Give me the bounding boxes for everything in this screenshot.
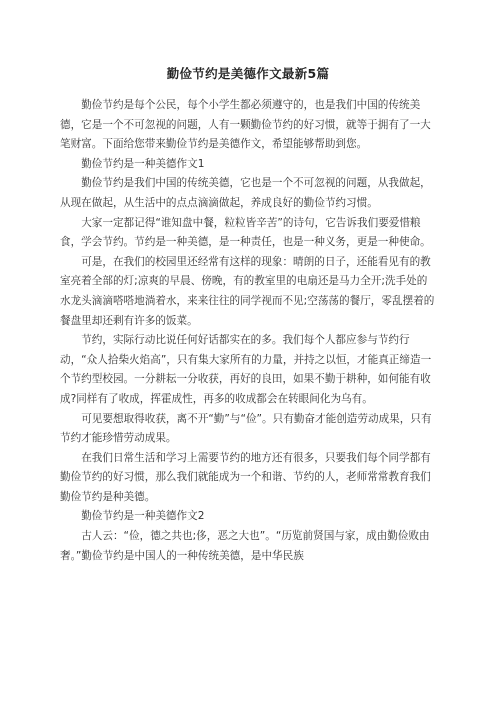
section-heading-2: 勤俭节约是一种美德作文2 <box>81 510 205 523</box>
paragraph: 勤俭节约是我们中国的传统美德，它也是一个不可忽视的问题，从我做起，从现在做起，从生活中的点点滴滴做起，养成良好的勤俭节约习惯。 <box>60 177 431 209</box>
section-heading-1: 勤俭节约是一种美德作文1 <box>81 157 205 170</box>
intro-paragraph: 勤俭节约是每个公民，每个小学生都必须遵守的，也是我们中国的传统美德，它是一个不可忽视的问题，人有一颗勤俭节约的好习惯，就等于拥有了一大笔财富。下面给您带来勤俭节约是美德作文，希望能够帮助到您。 <box>60 99 431 151</box>
paragraph: 古人云：“俭，德之共也;侈，恶之大也”。“历览前贤国与家，成由勤俭败由奢。”勤俭节约是中国人的一种传统美德，是中华民族 <box>60 530 430 562</box>
paragraph: 节约，实际行动比说任何好话都实在的多。我们每个人都应参与节约行动，“众人拾柴火焰高”，只有集大家所有的力量，并持之以恒，才能真正缔造一个节约型校园。一分耕耘一分收获，再好的良田，如果不勤于耕种，如何能有收成?同样有了收成，挥霍成性，再多的收成都会在转眼间化为乌有。 <box>60 334 432 405</box>
document-title: 勤俭节约是美德作文最新5篇 <box>166 66 330 81</box>
document-body <box>60 96 436 566</box>
paragraph: 可见要想取得收获，离不开“勤”与“俭”。只有勤奋才能创造劳动成果，只有节约才能珍惜劳动成果。 <box>60 412 432 445</box>
paragraph: 可是，在我们的校园里还经常有这样的现象：晴朗的日子，还能看见有的教室亮着全部的灯;凉爽的早晨、傍晚，有的教室里的电扇还是马力全开;洗手处的水龙头滴滴嗒嗒地淌着水，来来往往的同学视而不见;空荡荡的餐厅，零乱摆着的餐盘里却还剩有许多的饭菜。 <box>60 255 435 327</box>
paragraph: 大家一定都记得“谁知盘中餐，粒粒皆辛苦”的诗句，它告诉我们要爱惜粮食，学会节约。节约是一种美德，是一种责任，也是一种义务，更是一种使命。 <box>60 216 431 249</box>
paragraph: 在我们日常生活和学习上需要节约的地方还有很多，只要我们每个同学都有勤俭节约的好习惯，那么我们就能成为一个和谐、节约的人，老师常常教育我们勤俭节约是种美德。 <box>60 451 431 503</box>
